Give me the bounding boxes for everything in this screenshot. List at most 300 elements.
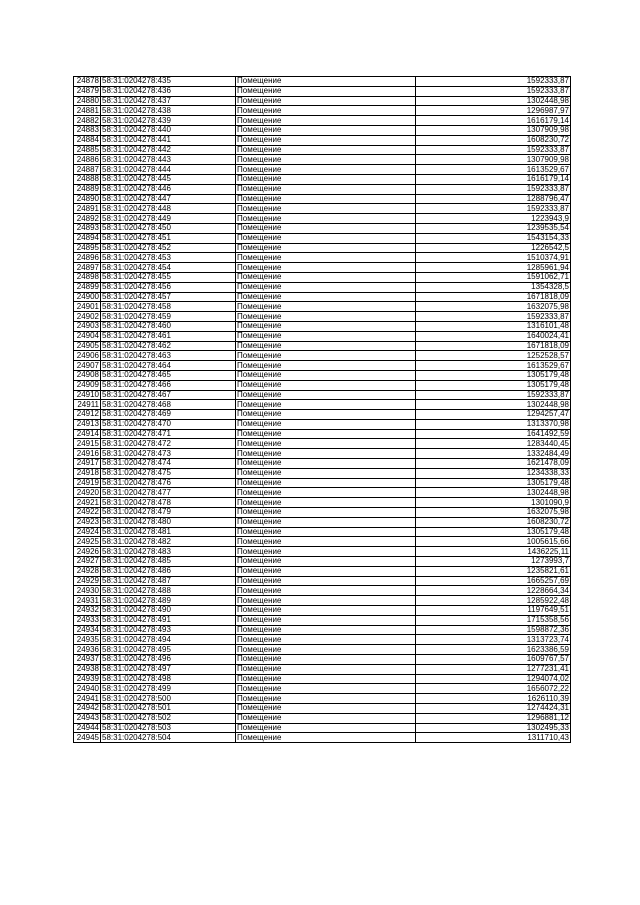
document-page [73, 76, 571, 743]
cadastral-number: 58:31:0204278:457 [101, 292, 236, 302]
object-type: Помещение [236, 223, 416, 233]
table-row [74, 468, 571, 478]
cadastral-number: 58:31:0204278:467 [101, 390, 236, 400]
table-row [74, 361, 571, 371]
cadastral-number: 58:31:0204278:451 [101, 233, 236, 243]
table-row [74, 174, 571, 184]
table-row [74, 86, 571, 96]
row-number: 24944 [74, 723, 101, 733]
object-type: Помещение [236, 312, 416, 322]
object-type: Помещение [236, 116, 416, 126]
cadastral-value: 1626110,39 [416, 694, 571, 704]
cadastral-number: 58:31:0204278:442 [101, 145, 236, 155]
cadastral-value: 1226542,5 [416, 243, 571, 253]
table-row [74, 557, 571, 567]
cadastral-value: 1641492,59 [416, 429, 571, 439]
cadastral-number: 58:31:0204278:463 [101, 351, 236, 361]
row-number: 24924 [74, 527, 101, 537]
table-row [74, 449, 571, 459]
object-type: Помещение [236, 449, 416, 459]
cadastral-number: 58:31:0204278:478 [101, 498, 236, 508]
object-type: Помещение [236, 77, 416, 87]
cadastral-value: 1302448,98 [416, 96, 571, 106]
object-type: Помещение [236, 135, 416, 145]
cadastral-number: 58:31:0204278:435 [101, 77, 236, 87]
cadastral-value: 1305179,48 [416, 527, 571, 537]
object-type: Помещение [236, 204, 416, 214]
table-row [74, 341, 571, 351]
object-type: Помещение [236, 125, 416, 135]
row-number: 24920 [74, 488, 101, 498]
table-row [74, 312, 571, 322]
cadastral-number: 58:31:0204278:495 [101, 645, 236, 655]
cadastral-value: 1671818,09 [416, 341, 571, 351]
cadastral-value: 1294074,02 [416, 674, 571, 684]
cadastral-number: 58:31:0204278:458 [101, 302, 236, 312]
cadastral-number: 58:31:0204278:466 [101, 380, 236, 390]
cadastral-value: 1301090,9 [416, 498, 571, 508]
cadastral-value: 1510374,91 [416, 253, 571, 263]
cadastral-value: 1609767,57 [416, 655, 571, 665]
cadastral-number: 58:31:0204278:499 [101, 684, 236, 694]
cadastral-value: 1197649,51 [416, 606, 571, 616]
cadastral-number: 58:31:0204278:491 [101, 615, 236, 625]
cadastral-value: 1613529,67 [416, 165, 571, 175]
cadastral-number: 58:31:0204278:503 [101, 723, 236, 733]
table-row [74, 419, 571, 429]
table-row [74, 116, 571, 126]
cadastral-value: 1592333,87 [416, 312, 571, 322]
cadastral-value: 1656072,22 [416, 684, 571, 694]
cadastral-value: 1592333,87 [416, 390, 571, 400]
cadastral-value: 1316101,48 [416, 321, 571, 331]
row-number: 24921 [74, 498, 101, 508]
row-number: 24893 [74, 223, 101, 233]
cadastral-value: 1591062,71 [416, 272, 571, 282]
object-type: Помещение [236, 302, 416, 312]
cadastral-number: 58:31:0204278:493 [101, 625, 236, 635]
object-type: Помещение [236, 194, 416, 204]
object-type: Помещение [236, 272, 416, 282]
row-number: 24918 [74, 468, 101, 478]
row-number: 24929 [74, 576, 101, 586]
row-number: 24885 [74, 145, 101, 155]
table-row [74, 155, 571, 165]
table-row [74, 125, 571, 135]
cadastral-number: 58:31:0204278:502 [101, 713, 236, 723]
cadastral-value: 1608230,72 [416, 135, 571, 145]
row-number: 24903 [74, 321, 101, 331]
table-row [74, 674, 571, 684]
object-type: Помещение [236, 331, 416, 341]
row-number: 24945 [74, 733, 101, 743]
cadastral-value: 1313723,74 [416, 635, 571, 645]
table-row [74, 439, 571, 449]
table-row [74, 478, 571, 488]
row-number: 24927 [74, 557, 101, 567]
cadastral-number: 58:31:0204278:469 [101, 410, 236, 420]
cadastral-value: 1296881,12 [416, 713, 571, 723]
table-row [74, 615, 571, 625]
cadastral-number: 58:31:0204278:441 [101, 135, 236, 145]
table-row [74, 351, 571, 361]
table-row [74, 400, 571, 410]
object-type: Помещение [236, 341, 416, 351]
cadastral-number: 58:31:0204278:501 [101, 704, 236, 714]
table-row [74, 321, 571, 331]
table-row [74, 664, 571, 674]
cadastral-number: 58:31:0204278:452 [101, 243, 236, 253]
table-row [74, 292, 571, 302]
row-number: 24904 [74, 331, 101, 341]
cadastral-number: 58:31:0204278:489 [101, 596, 236, 606]
object-type: Помещение [236, 351, 416, 361]
table-row [74, 410, 571, 420]
cadastral-value: 1608230,72 [416, 517, 571, 527]
object-type: Помещение [236, 400, 416, 410]
cadastral-number: 58:31:0204278:450 [101, 223, 236, 233]
row-number: 24910 [74, 390, 101, 400]
row-number: 24908 [74, 370, 101, 380]
cadastral-value: 1598872,36 [416, 625, 571, 635]
cadastral-number: 58:31:0204278:483 [101, 547, 236, 557]
row-number: 24882 [74, 116, 101, 126]
cadastral-number: 58:31:0204278:475 [101, 468, 236, 478]
object-type: Помещение [236, 253, 416, 263]
cadastral-value: 1436225,11 [416, 547, 571, 557]
cadastral-number: 58:31:0204278:459 [101, 312, 236, 322]
object-type: Помещение [236, 282, 416, 292]
table-row [74, 253, 571, 263]
object-type: Помещение [236, 537, 416, 547]
cadastral-value: 1228664,34 [416, 586, 571, 596]
cadastral-value: 1285961,94 [416, 263, 571, 273]
row-number: 24891 [74, 204, 101, 214]
object-type: Помещение [236, 263, 416, 273]
cadastral-value: 1613529,67 [416, 361, 571, 371]
cadastral-number: 58:31:0204278:444 [101, 165, 236, 175]
row-number: 24933 [74, 615, 101, 625]
cadastral-value: 1621478,09 [416, 459, 571, 469]
object-type: Помещение [236, 586, 416, 596]
cadastral-number: 58:31:0204278:456 [101, 282, 236, 292]
object-type: Помещение [236, 410, 416, 420]
row-number: 24938 [74, 664, 101, 674]
cadastral-number: 58:31:0204278:487 [101, 576, 236, 586]
object-type: Помещение [236, 370, 416, 380]
row-number: 24935 [74, 635, 101, 645]
cadastral-value: 1252528,57 [416, 351, 571, 361]
cadastral-number: 58:31:0204278:447 [101, 194, 236, 204]
cadastral-value: 1302448,98 [416, 400, 571, 410]
table-row [74, 223, 571, 233]
table-row [74, 459, 571, 469]
table-row [74, 165, 571, 175]
row-number: 24919 [74, 478, 101, 488]
object-type: Помещение [236, 615, 416, 625]
cadastral-number: 58:31:0204278:480 [101, 517, 236, 527]
table-row [74, 214, 571, 224]
cadastral-value: 1671818,09 [416, 292, 571, 302]
object-type: Помещение [236, 684, 416, 694]
row-number: 24916 [74, 449, 101, 459]
table-row [74, 508, 571, 518]
cadastral-value: 1305179,48 [416, 380, 571, 390]
object-type: Помещение [236, 429, 416, 439]
cadastral-value: 1543154,33 [416, 233, 571, 243]
table-row [74, 96, 571, 106]
cadastral-value: 1307909,98 [416, 155, 571, 165]
cadastral-value: 1592333,87 [416, 145, 571, 155]
cadastral-number: 58:31:0204278:454 [101, 263, 236, 273]
row-number: 24942 [74, 704, 101, 714]
row-number: 24894 [74, 233, 101, 243]
row-number: 24883 [74, 125, 101, 135]
table-row [74, 547, 571, 557]
table-row [74, 243, 571, 253]
cadastral-number: 58:31:0204278:436 [101, 86, 236, 96]
object-type: Помещение [236, 155, 416, 165]
table-row [74, 204, 571, 214]
object-type: Помещение [236, 165, 416, 175]
cadastral-value: 1288796,47 [416, 194, 571, 204]
cadastral-value: 1223943,9 [416, 214, 571, 224]
table-row [74, 635, 571, 645]
row-number: 24901 [74, 302, 101, 312]
table-row [74, 331, 571, 341]
cadastral-number: 58:31:0204278:470 [101, 419, 236, 429]
object-type: Помещение [236, 557, 416, 567]
table-row [74, 694, 571, 704]
cadastral-number: 58:31:0204278:461 [101, 331, 236, 341]
table-row [74, 517, 571, 527]
cadastral-number: 58:31:0204278:460 [101, 321, 236, 331]
cadastral-value: 1285922,48 [416, 596, 571, 606]
object-type: Помещение [236, 233, 416, 243]
cadastral-number: 58:31:0204278:448 [101, 204, 236, 214]
object-type: Помещение [236, 243, 416, 253]
object-type: Помещение [236, 664, 416, 674]
cadastral-value: 1296987,97 [416, 106, 571, 116]
cadastral-value: 1294257,47 [416, 410, 571, 420]
object-type: Помещение [236, 606, 416, 616]
row-number: 24934 [74, 625, 101, 635]
table-row [74, 194, 571, 204]
table-row [74, 370, 571, 380]
cadastral-value: 1632075,98 [416, 508, 571, 518]
object-type: Помещение [236, 468, 416, 478]
table-row [74, 233, 571, 243]
table-row [74, 106, 571, 116]
table-row [74, 302, 571, 312]
cadastral-number: 58:31:0204278:468 [101, 400, 236, 410]
row-number: 24913 [74, 419, 101, 429]
table-row [74, 184, 571, 194]
cadastral-number: 58:31:0204278:440 [101, 125, 236, 135]
cadastral-value: 1283440,45 [416, 439, 571, 449]
row-number: 24906 [74, 351, 101, 361]
table-row [74, 606, 571, 616]
table-row [74, 272, 571, 282]
row-number: 24937 [74, 655, 101, 665]
row-number: 24936 [74, 645, 101, 655]
cadastral-value: 1273993,7 [416, 557, 571, 567]
row-number: 24880 [74, 96, 101, 106]
object-type: Помещение [236, 576, 416, 586]
cadastral-number: 58:31:0204278:453 [101, 253, 236, 263]
row-number: 24931 [74, 596, 101, 606]
object-type: Помещение [236, 478, 416, 488]
object-type: Помещение [236, 635, 416, 645]
row-number: 24928 [74, 566, 101, 576]
row-number: 24887 [74, 165, 101, 175]
cadastral-value: 1665257,69 [416, 576, 571, 586]
row-number: 24905 [74, 341, 101, 351]
cadastral-number: 58:31:0204278:496 [101, 655, 236, 665]
object-type: Помещение [236, 106, 416, 116]
cadastral-number: 58:31:0204278:477 [101, 488, 236, 498]
object-type: Помещение [236, 86, 416, 96]
row-number: 24889 [74, 184, 101, 194]
object-type: Помещение [236, 625, 416, 635]
cadastral-number: 58:31:0204278:439 [101, 116, 236, 126]
object-type: Помещение [236, 145, 416, 155]
row-number: 24922 [74, 508, 101, 518]
cadastral-value: 1640024,41 [416, 331, 571, 341]
cadastral-value: 1332484,49 [416, 449, 571, 459]
table-row [74, 77, 571, 87]
cadastral-number: 58:31:0204278:494 [101, 635, 236, 645]
cadastral-value: 1234338,33 [416, 468, 571, 478]
cadastral-value: 1592333,87 [416, 86, 571, 96]
row-number: 24898 [74, 272, 101, 282]
object-type: Помещение [236, 361, 416, 371]
object-type: Помещение [236, 390, 416, 400]
table-row [74, 684, 571, 694]
row-number: 24896 [74, 253, 101, 263]
table-row [74, 135, 571, 145]
object-type: Помещение [236, 96, 416, 106]
cadastral-number: 58:31:0204278:472 [101, 439, 236, 449]
row-number: 24932 [74, 606, 101, 616]
table-row [74, 537, 571, 547]
table-row [74, 625, 571, 635]
row-number: 24925 [74, 537, 101, 547]
row-number: 24939 [74, 674, 101, 684]
cadastral-number: 58:31:0204278:449 [101, 214, 236, 224]
object-type: Помещение [236, 547, 416, 557]
row-number: 24890 [74, 194, 101, 204]
table-row [74, 145, 571, 155]
object-type: Помещение [236, 214, 416, 224]
cadastral-number: 58:31:0204278:476 [101, 478, 236, 488]
object-type: Помещение [236, 380, 416, 390]
cadastral-value: 1302495,33 [416, 723, 571, 733]
row-number: 24892 [74, 214, 101, 224]
cadastral-value: 1623386,59 [416, 645, 571, 655]
table-row [74, 282, 571, 292]
cadastral-value: 1632075,98 [416, 302, 571, 312]
cadastral-table [73, 76, 571, 743]
object-type: Помещение [236, 419, 416, 429]
object-type: Помещение [236, 694, 416, 704]
row-number: 24902 [74, 312, 101, 322]
object-type: Помещение [236, 459, 416, 469]
cadastral-number: 58:31:0204278:462 [101, 341, 236, 351]
table-row [74, 380, 571, 390]
row-number: 24897 [74, 263, 101, 273]
table-body [74, 77, 571, 743]
cadastral-value: 1311710,43 [416, 733, 571, 743]
object-type: Помещение [236, 596, 416, 606]
row-number: 24886 [74, 155, 101, 165]
cadastral-number: 58:31:0204278:438 [101, 106, 236, 116]
table-row [74, 527, 571, 537]
cadastral-number: 58:31:0204278:465 [101, 370, 236, 380]
row-number: 24881 [74, 106, 101, 116]
cadastral-number: 58:31:0204278:471 [101, 429, 236, 439]
row-number: 24917 [74, 459, 101, 469]
cadastral-number: 58:31:0204278:446 [101, 184, 236, 194]
table-row [74, 704, 571, 714]
cadastral-value: 1592333,87 [416, 184, 571, 194]
table-row [74, 390, 571, 400]
cadastral-number: 58:31:0204278:490 [101, 606, 236, 616]
cadastral-value: 1616179,14 [416, 116, 571, 126]
cadastral-value: 1005615,66 [416, 537, 571, 547]
cadastral-value: 1235821,61 [416, 566, 571, 576]
cadastral-number: 58:31:0204278:445 [101, 174, 236, 184]
row-number: 24941 [74, 694, 101, 704]
object-type: Помещение [236, 723, 416, 733]
cadastral-value: 1274424,31 [416, 704, 571, 714]
object-type: Помещение [236, 527, 416, 537]
cadastral-number: 58:31:0204278:500 [101, 694, 236, 704]
cadastral-number: 58:31:0204278:443 [101, 155, 236, 165]
table-row [74, 263, 571, 273]
row-number: 24943 [74, 713, 101, 723]
cadastral-value: 1305179,48 [416, 370, 571, 380]
cadastral-value: 1239535,54 [416, 223, 571, 233]
row-number: 24900 [74, 292, 101, 302]
table-row [74, 723, 571, 733]
cadastral-value: 1715358,56 [416, 615, 571, 625]
object-type: Помещение [236, 645, 416, 655]
row-number: 24926 [74, 547, 101, 557]
object-type: Помещение [236, 498, 416, 508]
cadastral-number: 58:31:0204278:482 [101, 537, 236, 547]
cadastral-value: 1277231,41 [416, 664, 571, 674]
object-type: Помещение [236, 674, 416, 684]
cadastral-number: 58:31:0204278:498 [101, 674, 236, 684]
object-type: Помещение [236, 704, 416, 714]
cadastral-number: 58:31:0204278:437 [101, 96, 236, 106]
cadastral-value: 1592333,87 [416, 204, 571, 214]
cadastral-value: 1302448,98 [416, 488, 571, 498]
table-row [74, 733, 571, 743]
table-row [74, 488, 571, 498]
table-row [74, 566, 571, 576]
row-number: 24879 [74, 86, 101, 96]
cadastral-value: 1616179,14 [416, 174, 571, 184]
row-number: 24878 [74, 77, 101, 87]
row-number: 24930 [74, 586, 101, 596]
row-number: 24912 [74, 410, 101, 420]
cadastral-number: 58:31:0204278:455 [101, 272, 236, 282]
table-row [74, 586, 571, 596]
cadastral-number: 58:31:0204278:485 [101, 557, 236, 567]
object-type: Помещение [236, 508, 416, 518]
